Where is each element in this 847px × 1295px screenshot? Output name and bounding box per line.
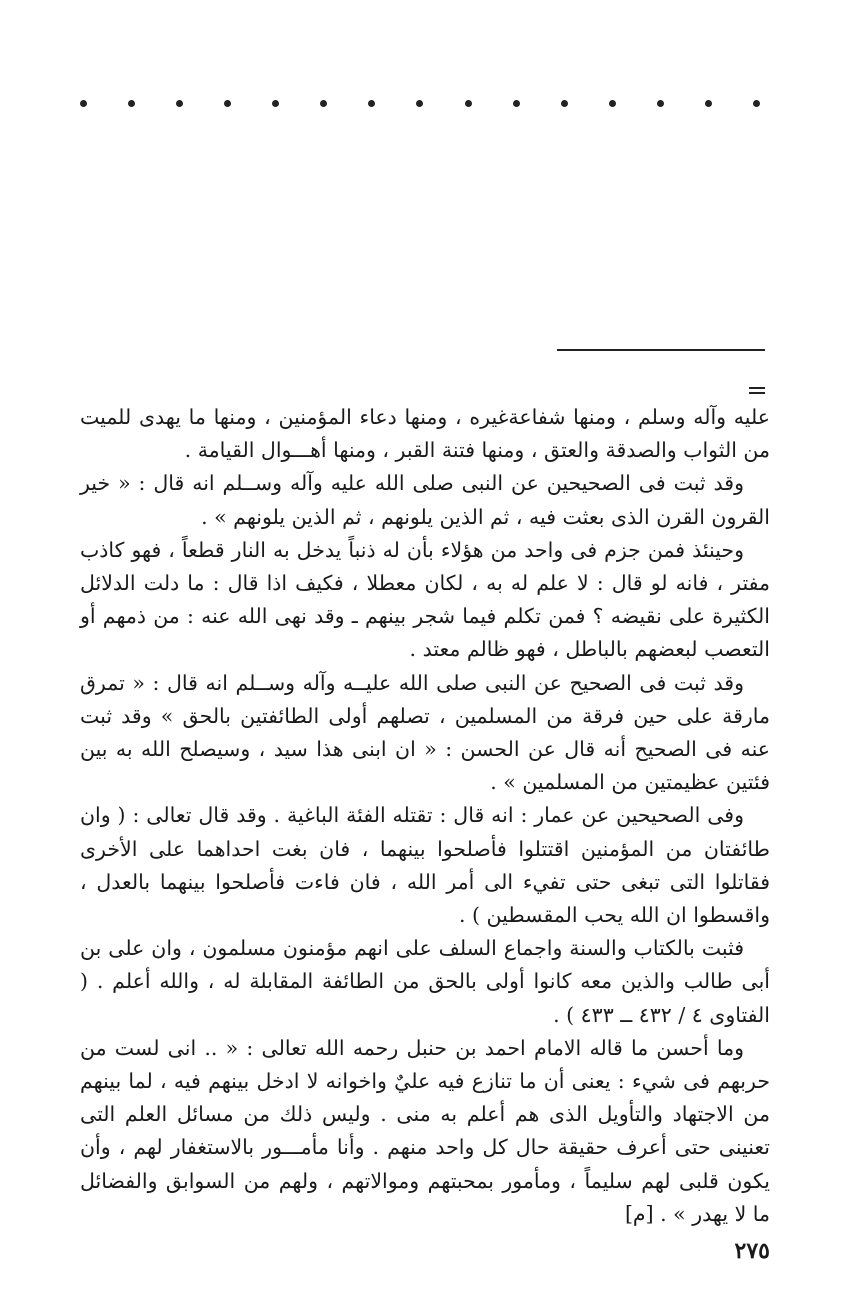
footnote-separator-rule [557, 349, 765, 351]
paragraph: وقد ثبت فى الصحيحين عن النبى صلى الله عليه وآله وســلم انه قال : « خير القرون القرن الذى بعثت فيه ، ثم الذين يلونهم ، ثم الذين يلونهم » . [80, 471, 770, 529]
ornament-dot [320, 100, 327, 107]
ornament-dot [176, 100, 183, 107]
paragraph: فثبت بالكتاب والسنة واجماع السلف على انهم مؤمنون مسلمون ، وان على بن أبى طالب والذين معه كانوا أولى بالحق من الطائفة المقابلة له ، والله أعلم . ( الفتاوى ٤ / ٤٣٢ ــ ٤٣٣ ) . [80, 936, 770, 1027]
ornament-dot [128, 100, 135, 107]
ornament-dot [416, 100, 423, 107]
ornament-dot [561, 100, 568, 107]
paragraph: وفى الصحيحين عن عمار : انه قال : تقتله الفئة الباغية . وقد قال تعالى : ( وان طائفتان من المؤمنين اقتتلوا فأصلحوا بينهما ، فان بغت احداهما على الأخرى فقاتلوا التى تبغى حتى تفيء الى أمر الله ، فان فاءت فأصلحوا بينهما بالعدل ، واقسطوا ان الله يحب المقسطين ) . [80, 803, 770, 928]
footnote-text-block [80, 401, 770, 1231]
ornament-dot [609, 100, 616, 107]
ornament-dot [224, 100, 231, 107]
paragraph: وما أحسن ما قاله الامام احمد بن حنبل رحمه الله تعالى : « .. انى لست من حربهم فى شيء : يعنى أن ما تنازع فيه عليٌ واخوانه لا ادخل بينهم فيه ، لما بينهم من الاجتهاد والتأويل الذى هم أعلم به منى . وليس ذلك من مسائل العلم التى تعنينى حتى أعرف حقيقة حال كل واحد منهم . وأنا مأمـــور بالاستغفار لهم ، وأن يكون قلبى لهم سليماً ، ومأمور بمحبتهم وموالاتهم ، ولهم من السوابق والفضائل ما لا يهدر » . [م] [80, 1035, 770, 1226]
ornament-dot [657, 100, 664, 107]
ornament-dot [465, 100, 472, 107]
paragraph: عليه وآله وسلم ، ومنها شفاعةغيره ، ومنها دعاء المؤمنين ، ومنها ما يهدى للميت من الثواب والصدقة والعتق ، ومنها فتنة القبر ، ومنها أهـــوال القيامة . [80, 405, 770, 463]
ornament-dot [272, 100, 279, 107]
page-number: ٢٧٥ [734, 1238, 770, 1264]
ornament-dot [513, 100, 520, 107]
ornament-dot [80, 100, 87, 107]
ornament-dot [368, 100, 375, 107]
paragraph: وحينئذ فمن جزم فى واحد من هؤلاء بأن له ذنباً يدخل به النار قطعاً ، فهو كاذب مفتر ، فانه لو قال : لا علم له به ، لكان معطلا ، فكيف اذا قال : ما دلت الدلائل الكثيرة على نقيضه ؟ فمن تكلم فيما شجر بينهم ـ وقد نهى الله عنه : من ذمهم أو التعصب لبعضهم بالباطل ، فهو ظالم معتد . [80, 537, 770, 662]
continuation-mark [749, 387, 765, 397]
ornament-dot [705, 100, 712, 107]
paragraph: وقد ثبت فى الصحيح عن النبى صلى الله عليــه وآله وســلم انه قال : « تمرق مارقة على حين فرقة من المسلمين ، تصلهم أولى الطائفتين بالحق » وقد ثبت عنه فى الصحيح أنه قال عن الحسن : « ان ابنى هذا سيد ، وسيصلح الله به بين فئتين عظيمتين من المسلمين » . [80, 670, 770, 795]
ornamental-dot-row [80, 96, 760, 110]
ornament-dot [753, 100, 760, 107]
